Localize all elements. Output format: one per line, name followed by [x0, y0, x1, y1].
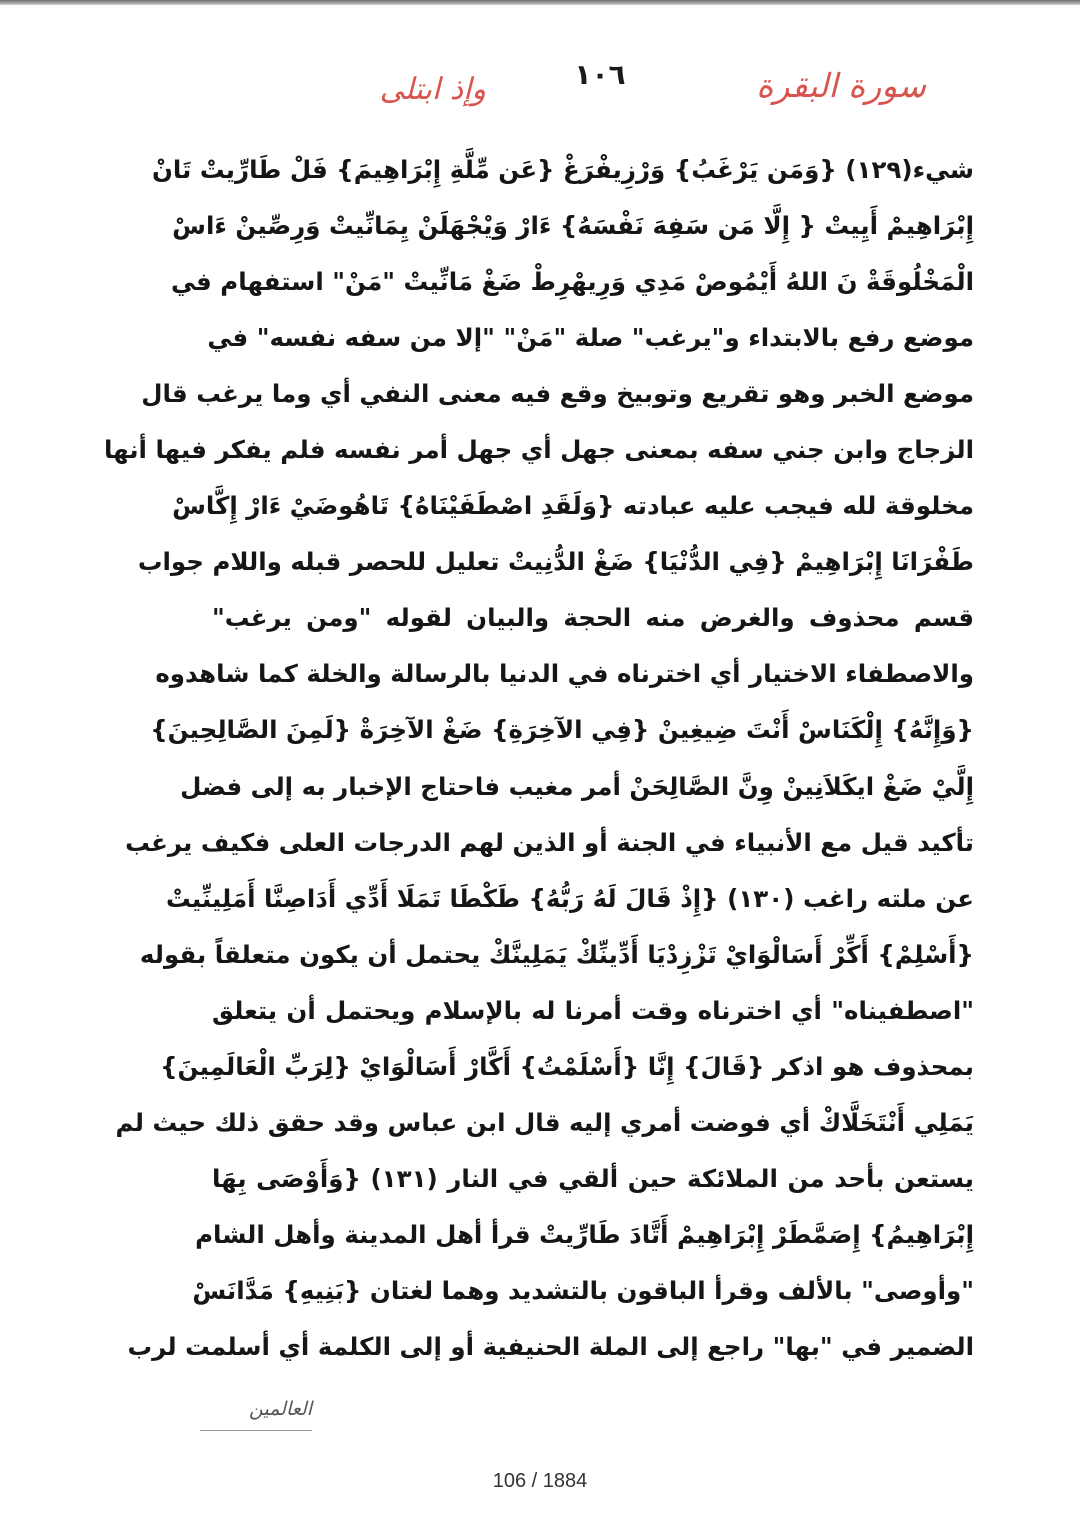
text-line: "وأوصى" بالألف وقرأ الباقون بالتشديد وهما لغتان {بَنِيهِ} مَدَّانَسْ: [192, 1275, 974, 1305]
text-line: قسم محذوف والغرض منه الحجة والبيان لقوله "ومن يرغب": [212, 603, 974, 633]
text-line: {وَإِنَّهُ} إِلْكَنَاسْ أَنْتَ ضِيغِينْ {فِي الآخِرَةِ} ضَغْ الآخِرَةْ {لَمِنَ الصَّالِحِينَ}: [150, 715, 974, 745]
text-line: الزجاج وابن جني سفه بمعنى جهل أي جهل أمر نفسه فلم يفكر فيها أنها: [103, 435, 974, 465]
text-line: عن ملته راغب (١٣٠) {إِذْ قَالَ لَهُ رَبُّهُ} طَكْطَا تَمَلَا أَدِّي أَدَاصِنَّا أَمَلِينِّيتْ: [166, 883, 974, 913]
text-line: تأكيد قيل مع الأنبياء في الجنة أو الذين لهم الدرجات العلى فكيف يرغب: [125, 827, 974, 857]
scan-edge: [0, 0, 1080, 5]
text-line: طَفْرَانَا إِبْرَاهِيمْ {فِي الدُّنْيَا} ضَغْ الدُّنِيتْ تعليل للحصر قبله واللام جواب: [137, 547, 974, 577]
text-line: {أَسْلِمْ} أَكِّرْ أَسَالْوَايْ تَزْزِدْيَا أَدِّينِّكْ يَمَلِينَّكْ يحتمل أن يكون متعلقاً بقوله: [139, 939, 974, 969]
text-line: مخلوقة لله فيجب عليه عبادته {وَلَقَدِ اصْطَفَيْنَاهُ} تَاهُوضَيْ ءَارْ إِكَّاسْ: [172, 491, 974, 521]
text-line: والاصطفاء الاختيار أي اخترناه في الدنيا بالرسالة والخلة كما شاهدوه: [155, 659, 974, 689]
text-line: "اصطفيناه" أي اخترناه وقت أمرنا له بالإسلام ويحتمل أن يتعلق: [212, 995, 974, 1025]
catchword-handwritten: العالمين: [200, 1398, 312, 1431]
text-line: يستعن بأحد من الملائكة حين ألقي في النار (١٣١) {وَأَوْصَى بِهَا: [212, 1163, 974, 1193]
text-line: شيء(١٢٩) {وَمَن يَرْغَبُ} وَرْزِيفْرَغْ {عَن مِّلَّةِ إِبْرَاهِيمَ} فَلْ طَارِّيتْ تَانْ: [151, 155, 974, 184]
text-line: إِلَّيْ ضَغْ ايكَلاَنِينْ وِنَّ الصَّالِحَنْ أمر مغيب فاحتاج الإخبار به إلى فضل: [180, 771, 974, 801]
text-line: موضع الخبر وهو تقريع وتوبيخ وقع فيه معنى النفي أي وما يرغب قال: [141, 379, 974, 409]
text-line: يَمَلِي أَنْتَخَلَّاكْ أي فوضت أمري إليه قال ابن عباس وقد حقق ذلك حيث لم: [115, 1107, 974, 1137]
text-line: بمحذوف هو اذكر {قَالَ} إِنَّا {أَسْلَمْتُ} أَكَّارْ أَسَالْوَايْ {لِرَبِّ الْعَالَمِينَ}: [160, 1051, 974, 1081]
surah-name-handwritten: سورة البقرة: [756, 66, 926, 105]
text-line: الضمير في "بها" راجع إلى الملة الحنيفية أو إلى الكلمة أي أسلمت لرب: [127, 1331, 974, 1361]
handwritten-verse-note: وإذ ابتلى: [379, 72, 486, 107]
text-line: إِبْرَاهِيمْ أَيِيتْ { إِلَّا مَن سَفِهَ نَفْسَهُ} ءَارْ وَيْجْهَلَنْ يِمَانِّيتْ وَرِصِّينْ ءَاسْ: [172, 211, 974, 241]
page-counter: 106 / 1884: [492, 1470, 588, 1492]
text-line: الْمَخْلُوقَةْ نَ اللهُ أَيْمُوصْ مَدِي وَرِيهْرِطْ ضَغْ مَانِّيتْ "مَنْ" استفهام في: [170, 267, 974, 297]
commentary-text-block: [103, 142, 974, 1375]
text-line: موضع رفع بالابتداء و"يرغب" صلة "مَنْ" "إلا من سفه نفسه" في: [207, 323, 974, 353]
text-line: إِبْرَاهِيمُ} إِصَمَّطَرْ إِبْرَاهِيمْ أَتَّادَ طَارِّيتْ قرأ أهل المدينة وأهل الشام: [195, 1219, 974, 1249]
page-number: ١٠٦: [574, 58, 626, 91]
